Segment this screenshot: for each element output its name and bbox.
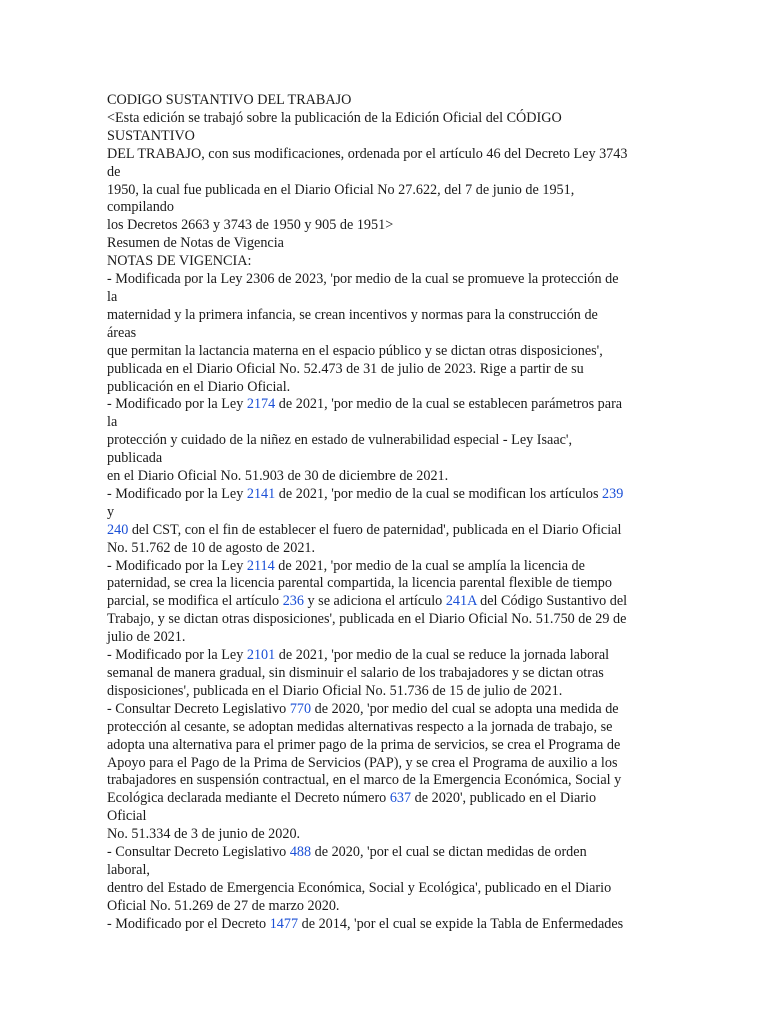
text-segment: - Consultar Decreto Legislativo [107, 700, 290, 717]
legal-reference-link[interactable]: 2114 [246, 557, 275, 574]
text-line [107, 575, 667, 593]
text-segment: que permitan la lactancia materna en el espacio público y se dictan otras disposiciones', [107, 342, 603, 359]
text-line [107, 862, 667, 880]
text-line [107, 343, 667, 361]
text-line [107, 253, 667, 271]
text-segment: de 2014, 'por el cual se expide la Tabla de Enfermedades [298, 915, 624, 932]
text-segment: - Modificado por la Ley [107, 557, 247, 574]
text-segment: paternidad, se crea la licencia parental compartida, la licencia parental flexible de tiempo [107, 575, 612, 592]
text-line [107, 271, 667, 289]
text-segment: del Código Sustantivo del [476, 593, 628, 610]
text-segment: y se adiciona el artículo [303, 593, 446, 610]
text-segment: Trabajo, y se dictan otras disposiciones', publicada en el Diario Oficial No. 51.750 de 29 de [107, 611, 627, 628]
text-segment: parcial, se modifica el artículo [107, 593, 283, 610]
legal-reference-link[interactable]: 239 [602, 485, 624, 502]
text-segment: Oficial No. 51.269 de 27 de marzo 2020. [107, 897, 340, 914]
text-segment: compilando [107, 199, 174, 216]
text-segment: de [107, 163, 121, 180]
text-segment: Oficial [107, 808, 147, 825]
text-line [107, 647, 667, 665]
text-line [107, 755, 667, 773]
text-line [107, 307, 667, 325]
text-segment: publicada en el Diario Oficial No. 52.473 de 31 de julio de 2023. Rige a partir de su [107, 360, 584, 377]
text-line [107, 719, 667, 737]
text-line [107, 414, 667, 432]
text-line [107, 146, 667, 164]
document-body [107, 92, 667, 934]
text-segment: julio de 2021. [107, 629, 186, 646]
text-segment: disposiciones', publicada en el Diario Oficial No. 51.736 de 15 de julio de 2021. [107, 682, 563, 699]
text-segment: - Modificado por la Ley [107, 396, 247, 413]
text-segment: publicación en el Diario Oficial. [107, 378, 291, 395]
text-segment: - Modificada por la Ley 2306 de 2023, 'por medio de la cual se promueve la protección de [107, 271, 619, 288]
text-segment: NOTAS DE VIGENCIA: [107, 253, 252, 270]
text-line [107, 361, 667, 379]
text-line [107, 790, 667, 808]
text-segment: protección al cesante, se adoptan medidas alternativas respecto a la jornada de trabajo, se [107, 718, 613, 735]
text-segment: No. 51.762 de 10 de agosto de 2021. [107, 539, 316, 556]
text-segment: del CST, con el fin de establecer el fuero de paternidad', publicada en el Diario Oficial [128, 521, 622, 538]
text-line [107, 629, 667, 647]
text-segment: de 2020, 'por medio del cual se adopta una medida de [311, 700, 619, 717]
text-segment: trabajadores en suspensión contractual, en el marco de la Emergencia Económica, Social y [107, 772, 622, 789]
text-line [107, 432, 667, 450]
text-line [107, 468, 667, 486]
text-line [107, 217, 667, 235]
text-segment: de 2021, 'por medio de la cual se amplía la licencia de [274, 557, 585, 574]
text-line [107, 396, 667, 414]
legal-reference-link[interactable]: 241A [445, 593, 477, 610]
text-line [107, 182, 667, 200]
text-line [107, 898, 667, 916]
text-segment: Apoyo para el Pago de la Prima de Servicios (PAP), y se crea el Programa de auxilio a los [107, 754, 618, 771]
text-line [107, 701, 667, 719]
text-line [107, 235, 667, 253]
text-segment: la [107, 288, 118, 305]
text-segment: Ecológica declarada mediante el Decreto número [107, 790, 390, 807]
text-line [107, 110, 667, 128]
text-segment: maternidad y la primera infancia, se crean incentivos y normas para la construcción de [107, 306, 598, 323]
text-segment: de 2020, 'por el cual se dictan medidas de orden [311, 844, 587, 861]
text-segment: adopta una alternativa para el primer pago de la prima de servicios, se crea el Programa de [107, 736, 621, 753]
text-line [107, 880, 667, 898]
legal-reference-link[interactable]: 637 [389, 790, 412, 807]
text-segment: Resumen de Notas de Vigencia [107, 235, 284, 252]
text-segment: - Modificado por la Ley [107, 485, 247, 502]
text-segment: y [107, 503, 115, 520]
text-line [107, 486, 667, 504]
text-segment: de 2020', publicado en el Diario [411, 790, 597, 807]
text-line [107, 379, 667, 397]
text-line [107, 199, 667, 217]
text-segment: de 2021, 'por medio de la cual se reduce la jornada laboral [275, 647, 610, 664]
text-segment: 1950, la cual fue publicada en el Diario Oficial No 27.622, del 7 de junio de 1951, [107, 181, 575, 198]
text-line [107, 826, 667, 844]
text-line [107, 128, 667, 146]
text-line [107, 808, 667, 826]
text-segment: dentro del Estado de Emergencia Económica, Social y Ecológica', publicado en el Diario [107, 879, 612, 896]
text-segment: en el Diario Oficial No. 51.903 de 30 de diciembre de 2021. [107, 468, 449, 485]
text-segment: los Decretos 2663 y 3743 de 1950 y 905 de 1951> [107, 217, 394, 234]
text-segment: DEL TRABAJO, con sus modificaciones, ordenada por el artículo 46 del Decreto Ley 3743 [107, 145, 628, 162]
legal-reference-link[interactable]: 2141 [246, 485, 276, 502]
text-line [107, 916, 667, 934]
legal-reference-link[interactable]: 240 [107, 521, 129, 538]
text-line [107, 289, 667, 307]
text-line [107, 522, 667, 540]
legal-reference-link[interactable]: 2101 [246, 647, 276, 664]
text-segment: áreas [107, 324, 137, 341]
text-segment: de 2021, 'por medio de la cual se modifican los artículos [275, 485, 603, 502]
text-line [107, 772, 667, 790]
legal-reference-link[interactable]: 1477 [269, 915, 299, 932]
text-line [107, 611, 667, 629]
text-segment: <Esta edición se trabajó sobre la publicación de la Edición Oficial del CÓDIGO [107, 109, 562, 126]
text-line [107, 683, 667, 701]
text-line [107, 593, 667, 611]
document-title: CODIGO SUSTANTIVO DEL TRABAJO [107, 92, 352, 108]
text-segment: laboral, [107, 861, 150, 878]
text-segment: - Consultar Decreto Legislativo [107, 844, 290, 861]
legal-reference-link[interactable]: 488 [289, 844, 312, 861]
text-line [107, 540, 667, 558]
legal-reference-link[interactable]: 2174 [246, 396, 276, 413]
text-line [107, 844, 667, 862]
text-line [107, 737, 667, 755]
text-line [107, 558, 667, 576]
text-segment: publicada [107, 450, 163, 467]
text-segment: semanal de manera gradual, sin disminuir el salario de los trabajadores y se dictan otras [107, 665, 604, 681]
text-segment: protección y cuidado de la niñez en estado de vulnerabilidad especial - Ley Isaac', [107, 432, 573, 449]
text-line [107, 665, 667, 683]
text-segment: de 2021, 'por medio de la cual se establecen parámetros para [275, 396, 623, 413]
text-segment: No. 51.334 de 3 de junio de 2020. [107, 826, 301, 843]
text-line [107, 164, 667, 182]
legal-reference-link[interactable]: 770 [289, 700, 312, 717]
text-segment: la [107, 414, 118, 431]
legal-reference-link[interactable]: 236 [282, 593, 304, 610]
text-segment: SUSTANTIVO [107, 127, 195, 144]
text-line [107, 450, 667, 468]
text-segment: - Modificado por el Decreto [107, 915, 270, 932]
text-line [107, 325, 667, 343]
text-segment: - Modificado por la Ley [107, 647, 247, 664]
text-line [107, 504, 667, 522]
